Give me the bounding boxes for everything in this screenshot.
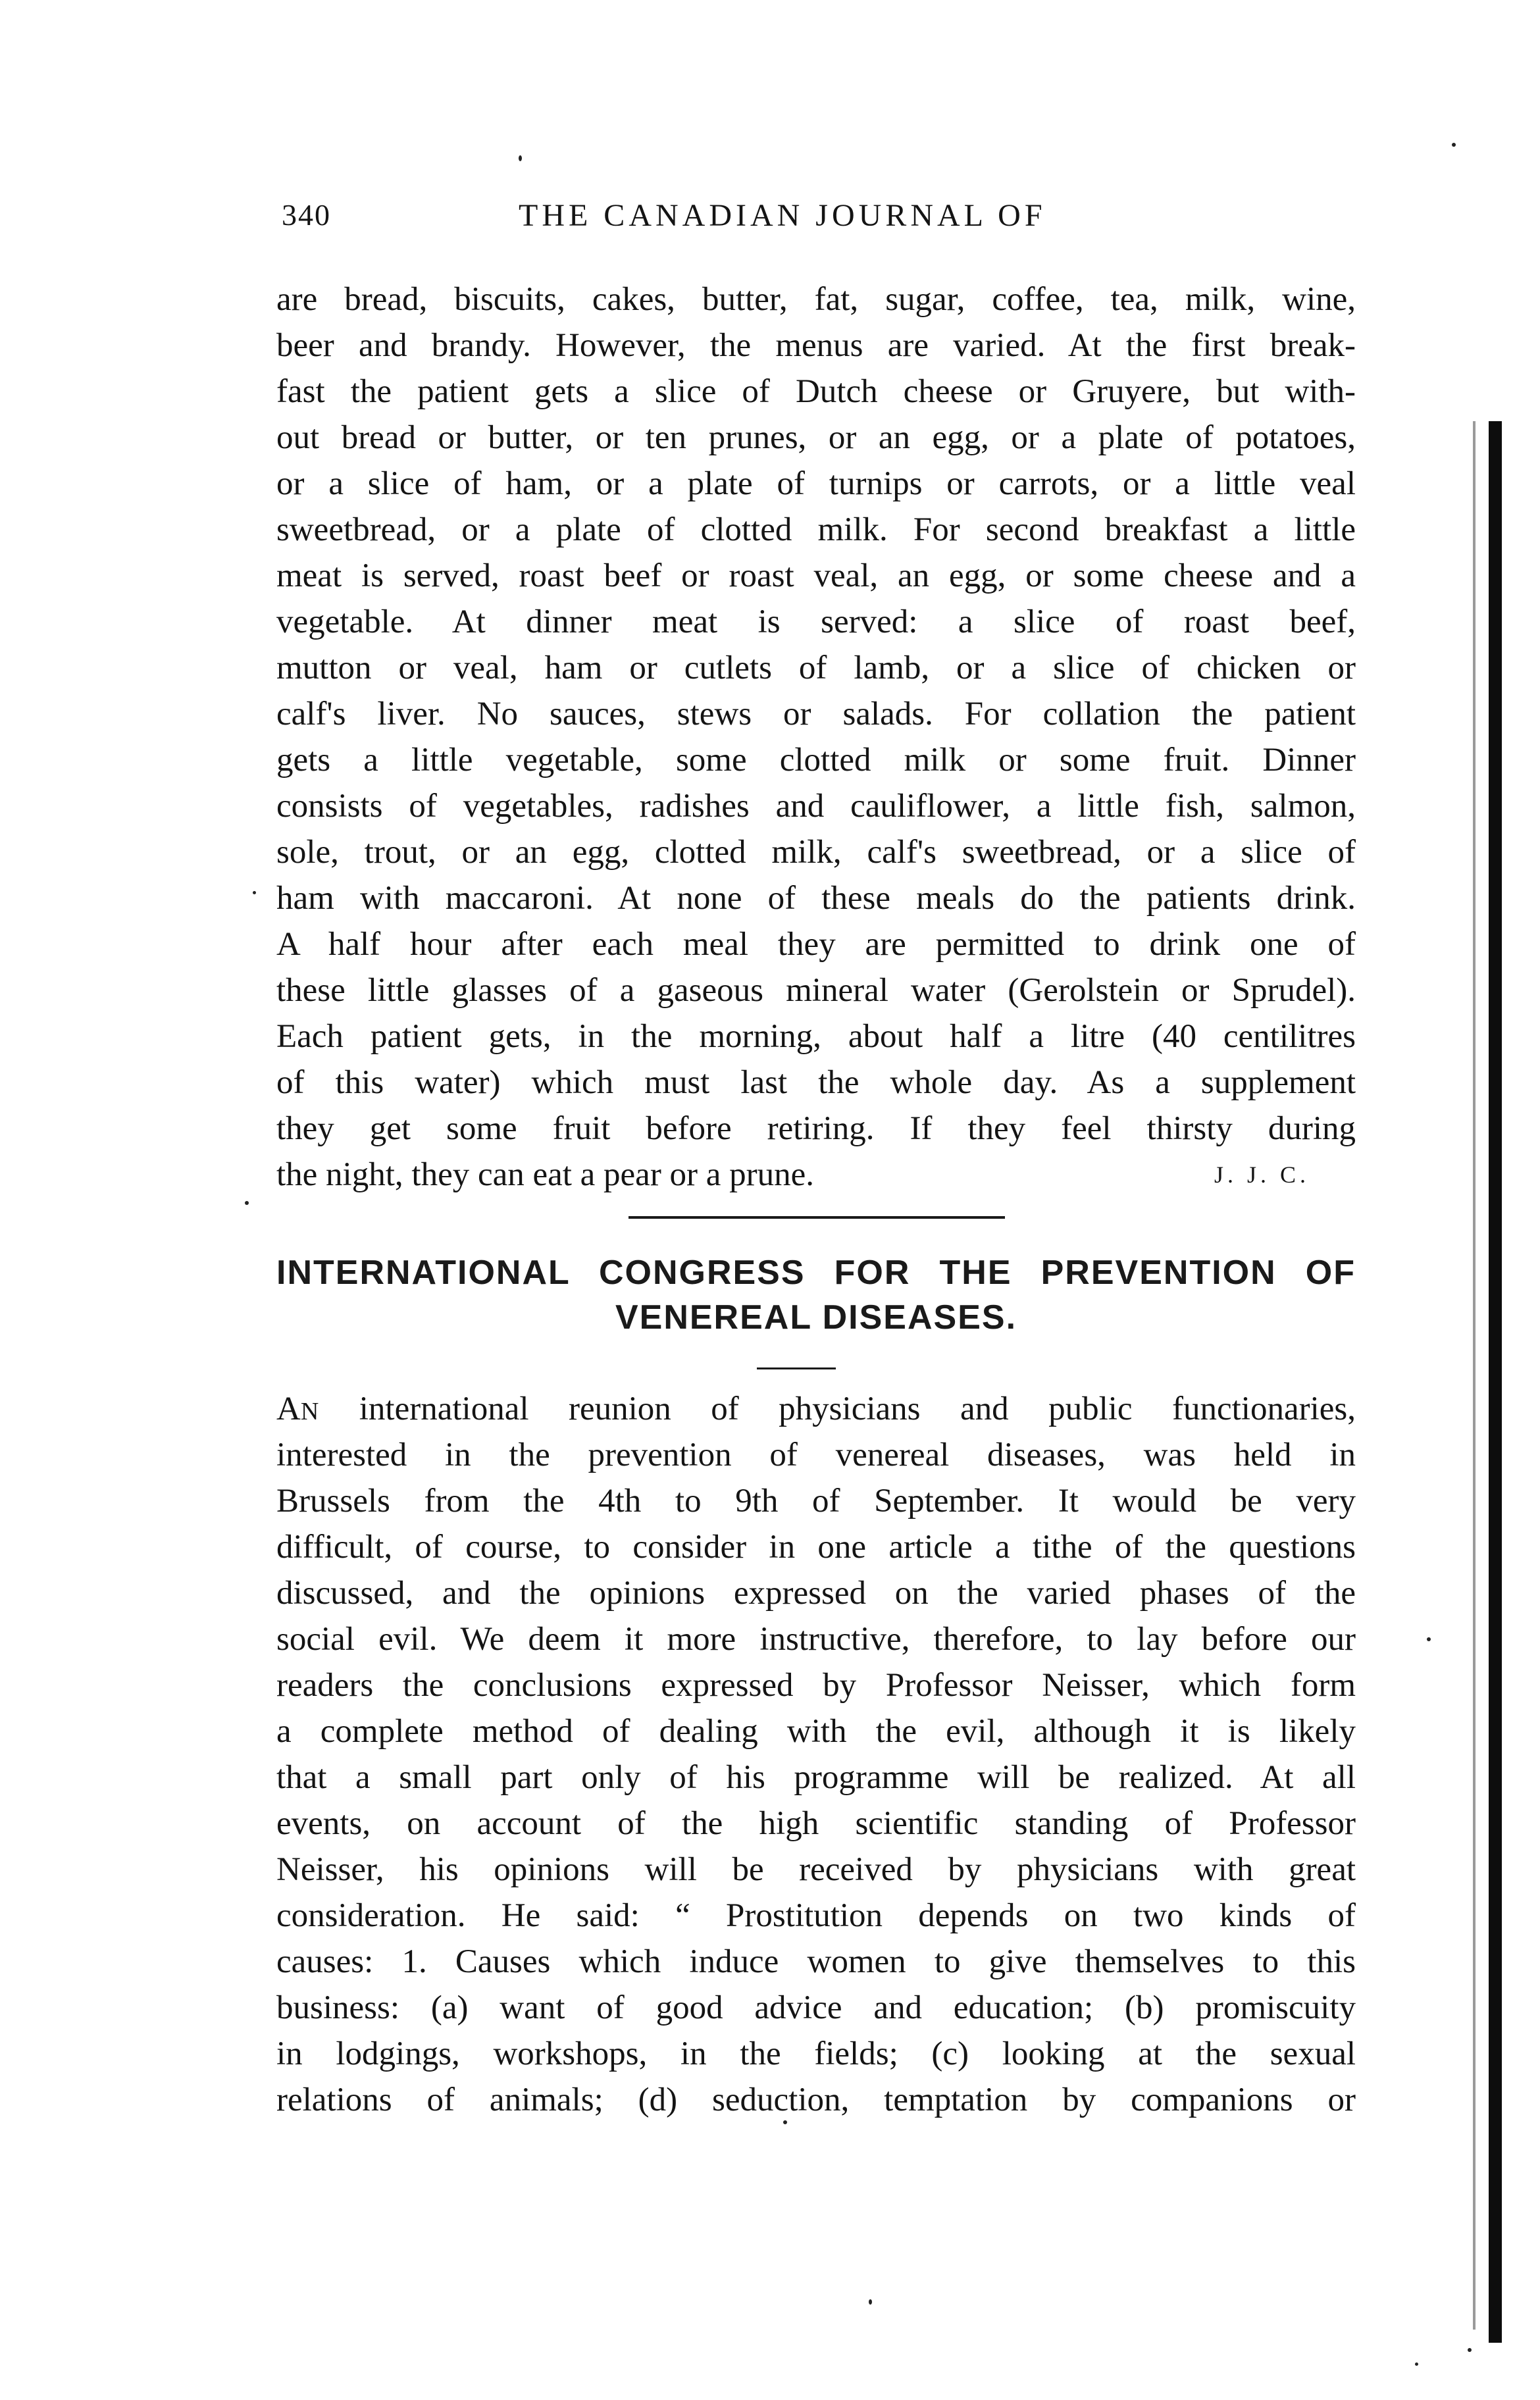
opening-small-capital: N <box>300 1398 320 1425</box>
text-line: events, on account of the high scientific standing of Professor <box>276 1805 1356 1842</box>
opening-capital: A <box>276 1391 301 1427</box>
text-line: of this water) which must last the whole day. As a supplement <box>276 1064 1356 1101</box>
scan-speck <box>1427 1637 1431 1641</box>
author-signature: J. J. C. <box>1214 1162 1310 1188</box>
text-line: A half hour after each meal they are permitted to drink one of <box>276 926 1356 963</box>
text-line: discussed, and the opinions expressed on the varied phases of the <box>276 1575 1356 1612</box>
scan-speck <box>783 2120 787 2124</box>
article-heading <box>276 1250 1356 1340</box>
text-line: sole, trout, or an egg, clotted milk, calf's sweetbread, or a slice of <box>276 834 1356 871</box>
scan-speck <box>245 1201 249 1205</box>
text-line: vegetable. At dinner meat is served: a slice of roast beef, <box>276 603 1356 640</box>
text-line: in lodgings, workshops, in the fields; (c) looking at the sexual <box>276 2035 1356 2072</box>
text-line: business: (a) want of good advice and education; (b) promiscuity <box>276 1989 1356 2026</box>
scan-speck <box>1415 2362 1418 2366</box>
heading-underline <box>757 1367 836 1369</box>
text-line: ham with maccaroni. At none of these meals do the patients drink. <box>276 880 1356 917</box>
closing-line <box>276 1152 1356 1198</box>
article-body-text <box>276 1386 1356 2123</box>
text-line: fast the patient gets a slice of Dutch cheese or Gruyere, but with- <box>276 373 1356 410</box>
page-header <box>282 197 1104 250</box>
closing-text: the night, they can eat a pear or a prune. <box>276 1156 815 1193</box>
text-line: readers the conclusions expressed by Professor Neisser, which form <box>276 1667 1356 1704</box>
text-line: consists of vegetables, radishes and cauliflower, a little fish, salmon, <box>276 788 1356 825</box>
text-line: relations of animals; (d) seduction, temptation by companions or <box>276 2081 1356 2118</box>
text-line: Neisser, his opinions will be received by physicians with great <box>276 1851 1356 1888</box>
scan-speck <box>1468 2348 1472 2352</box>
opening-line-text: international reunion of physicians and public functionaries, <box>319 1391 1356 1427</box>
text-line: or a slice of ham, or a plate of turnips or carrots, or a little veal <box>276 465 1356 502</box>
scan-speck <box>519 155 522 161</box>
text-line: they get some fruit before retiring. If they feel thirsty during <box>276 1110 1356 1147</box>
text-line: beer and brandy. However, the menus are varied. At the first break- <box>276 327 1356 364</box>
text-line: causes: 1. Causes which induce women to give themselves to this <box>276 1943 1356 1980</box>
heading-line-2: VENEREAL DISEASES. <box>615 1298 1017 1337</box>
text-line: mutton or veal, ham or cutlets of lamb, or a slice of chicken or <box>276 650 1356 686</box>
scan-speck <box>1452 143 1456 147</box>
scan-speck <box>253 891 256 894</box>
text-line: meat is served, roast beef or roast veal, an egg, or some cheese and a <box>276 557 1356 594</box>
text-line: Each patient gets, in the morning, about half a litre (40 centilitres <box>276 1018 1356 1055</box>
text-line: gets a little vegetable, some clotted milk or some fruit. Dinner <box>276 742 1356 779</box>
page-number: 340 <box>282 198 331 232</box>
text-line: these little glasses of a gaseous mineral water (Gerolstein or Sprudel). <box>276 972 1356 1009</box>
running-head: THE CANADIAN JOURNAL OF <box>519 198 1046 233</box>
article-continued-text <box>276 276 1356 1198</box>
scan-edge-shadow <box>1473 421 1476 2330</box>
text-line: sweetbread, or a plate of clotted milk. For second breakfast a little <box>276 511 1356 548</box>
binding-edge-bar <box>1489 421 1502 2343</box>
scan-speck <box>869 2299 872 2305</box>
text-line: social evil. We deem it more instructive, therefore, to lay before our <box>276 1621 1356 1658</box>
heading-line-1: INTERNATIONAL CONGRESS FOR THE PREVENTION OF <box>276 1254 1356 1292</box>
section-divider <box>629 1216 1005 1219</box>
text-line: interested in the prevention of venereal diseases, was held in <box>276 1437 1356 1473</box>
opening-line <box>276 1386 1356 1432</box>
text-line: out bread or butter, or ten prunes, or an egg, or a plate of potatoes, <box>276 419 1356 456</box>
text-line: consideration. He said: “ Prostitution depends on two kinds of <box>276 1897 1356 1934</box>
text-line: a complete method of dealing with the evil, although it is likely <box>276 1713 1356 1750</box>
text-line: Brussels from the 4th to 9th of September. It would be very <box>276 1483 1356 1519</box>
text-line: that a small part only of his programme will be realized. At all <box>276 1759 1356 1796</box>
text-line: calf's liver. No sauces, stews or salads. For collation the patient <box>276 696 1356 732</box>
text-line: are bread, biscuits, cakes, butter, fat, sugar, coffee, tea, milk, wine, <box>276 281 1356 318</box>
text-line: difficult, of course, to consider in one article a tithe of the questions <box>276 1529 1356 1566</box>
